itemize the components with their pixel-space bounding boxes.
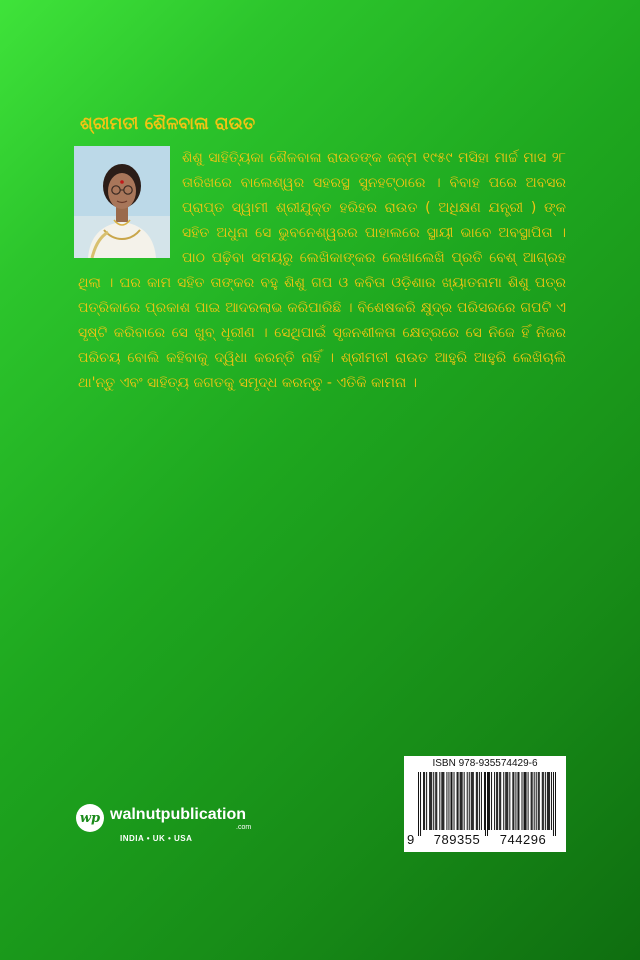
barcode-bar [506, 772, 507, 830]
author-name: ଶ୍ରୀମତୀ ଶୈଳବାଳା ରାଉତ [80, 114, 256, 134]
barcode-bar [473, 772, 474, 830]
barcode-bar [545, 772, 546, 830]
barcode-bar [469, 772, 470, 830]
barcode-left-digits: 789355 [433, 832, 481, 847]
barcode-bar [512, 772, 513, 830]
barcode-bar [549, 772, 550, 830]
barcode-bar [485, 772, 486, 836]
barcode-bar [462, 772, 463, 830]
barcode-bar [472, 772, 473, 830]
barcode-bar [487, 772, 488, 836]
barcode-bar [505, 772, 506, 830]
barcode-bar [454, 772, 455, 830]
publisher-logo-icon: wp [76, 804, 104, 832]
barcode-bar [513, 772, 514, 830]
barcode-bar [551, 772, 552, 830]
barcode-bar [484, 772, 485, 830]
barcode-bar [488, 772, 489, 830]
barcode-bar [553, 772, 554, 836]
barcode-bar [471, 772, 472, 830]
barcode-bar [500, 772, 501, 830]
barcode-bar [528, 772, 529, 830]
barcode-bar [534, 772, 535, 830]
barcode-bar [461, 772, 462, 830]
barcode-bar [494, 772, 495, 830]
publisher-brand [76, 802, 286, 862]
barcode-bar [539, 772, 540, 830]
barcode-bar [476, 772, 477, 830]
barcode-bar [517, 772, 518, 830]
barcode-bar [451, 772, 452, 830]
barcode-bar [464, 772, 465, 830]
barcode-bar [503, 772, 504, 830]
barcode-bar [515, 772, 516, 830]
barcode-bar [491, 772, 492, 830]
barcode-bar [430, 772, 431, 830]
barcode-bar [532, 772, 533, 830]
barcode-bar [499, 772, 500, 830]
barcode-bar [429, 772, 430, 830]
barcode-bar [457, 772, 458, 830]
barcode-bar [497, 772, 498, 830]
barcode-bar [442, 772, 443, 830]
publisher-regions: INDIA • UK • USA [120, 834, 193, 843]
barcode-bar [450, 772, 451, 830]
barcode-bar [525, 772, 526, 830]
isbn-label: ISBN 978-935574429-6 [432, 758, 538, 769]
barcode-bar [547, 772, 548, 830]
barcode-bar [423, 772, 424, 830]
barcode-bar [536, 772, 537, 830]
barcode-first-digit: 9 [407, 832, 415, 847]
barcode-bar [489, 772, 490, 830]
barcode-bar [522, 772, 523, 830]
barcode-bar [420, 772, 421, 836]
barcode-bar [446, 772, 447, 830]
barcode-bar [543, 772, 544, 830]
barcode-bar [426, 772, 427, 830]
barcode-bar [436, 772, 437, 830]
barcode-bar [555, 772, 556, 836]
barcode-bar [458, 772, 459, 830]
barcode-right-digits: 744296 [499, 832, 547, 847]
isbn-barcode [404, 756, 566, 852]
author-bio [78, 146, 566, 396]
barcode-bar [460, 772, 461, 830]
barcode-bar [441, 772, 442, 830]
barcode-bar [542, 772, 543, 830]
photo-spacer [78, 146, 182, 260]
barcode-bar [524, 772, 525, 830]
publisher-name: walnutpublication [110, 806, 246, 823]
barcode-bar [424, 772, 425, 830]
barcode-bar [477, 772, 478, 830]
barcode-bar [507, 772, 508, 830]
barcode-bar [418, 772, 419, 836]
barcode-bar [531, 772, 532, 830]
barcode-bar [509, 772, 510, 830]
barcode-bar [443, 772, 444, 830]
barcode-bar [526, 772, 527, 830]
barcode-bar [518, 772, 519, 830]
publisher-domain: .com [236, 824, 252, 831]
barcode-bar [479, 772, 480, 830]
barcode-bar [481, 772, 482, 830]
barcode-bar [538, 772, 539, 830]
barcode-bar [431, 772, 432, 830]
barcode-bar [433, 772, 434, 830]
barcode-bars [418, 772, 556, 836]
barcode-bar [435, 772, 436, 830]
author-bio-text: ଶିଶୁ ସାହିତ୍ୟିକା ଶୈଳବାଳା ରାଉତଙ୍କ ଜନ୍ମ ୧୯୫୯ ମସିହା ମାର୍ଚ୍ଚ ମାସ ୨୮ ତାରିଖରେ ବାଲେଶ୍ୱର ସହରସ୍ଥ ସୁନହଟ୍ଠାରେ । ବିବାହ ପରେ ଅବସର ପ୍ରାପ୍ତ ସ୍ୱାମୀ ଶ୍ରୀଯୁକ୍ତ ହରିହର ରାଉତ ( ଅଧିକ୍ଷଣ ଯନ୍ତ୍ରୀ ) ଙ୍କ ସହିତ ଅଧୁନା ସେ ଭୁବନେଶ୍ୱରର ପାହାଲରେ ସ୍ଥାୟୀ ଭାବେ ଅବସ୍ଥାପିତା । ପାଠ ପଢ଼ିବା ସମୟରୁ ଲେଖିକାଙ୍କର ଲେଖାଲେଖି ପ୍ରତି ବେଶ୍ ଆଗ୍ରହ ଥିଲା । ଘର କାମ ସହିତ ତାଙ୍କର ବହୁ ଶିଶୁ ଗପ ଓ କବିତା ଓଡ଼ିଶାର ଖ୍ୟାତନାମା ଶିଶୁ ପତ୍ର ପତ୍ରିକାରେ ପ୍ରକାଶ ପାଇ ଆଦରଲାଭ କରିପାରିଛି । ବିଶେଷକରି କ୍ଷୁଦ୍ର ପରିସରରେ ଗପଟି ଏ ସୃଷ୍ଟି କରିବାରେ ସେ ଖୁବ୍ ଧୂରୀଣ । ସେଥିପାଇଁ ସୃଜନଶୀଳତା କ୍ଷେତ୍ରରେ ସେ ନିଜେ ହିଁ ନିଜର ପରିଚୟ ବୋଲି କହିବାକୁ ଦ୍ୱିଧା କରନ୍ତି ନାହିଁ । ଶ୍ରୀମତୀ ରାଉତ ଆହୁରି ଆହୁରି ଲେଖିଚାଲି ଥା'ନ୍ତୁ ଏବଂ ସାହିତ୍ୟ ଜଗତକୁ ସମୃଦ୍ଧ କରନ୍ତୁ - ଏତିକି କାମନା । [78, 150, 566, 391]
barcode-bar [467, 772, 468, 830]
barcode-bar [496, 772, 497, 830]
barcode-bar [439, 772, 440, 830]
barcode-bar [448, 772, 449, 830]
barcode-bar [548, 772, 549, 830]
